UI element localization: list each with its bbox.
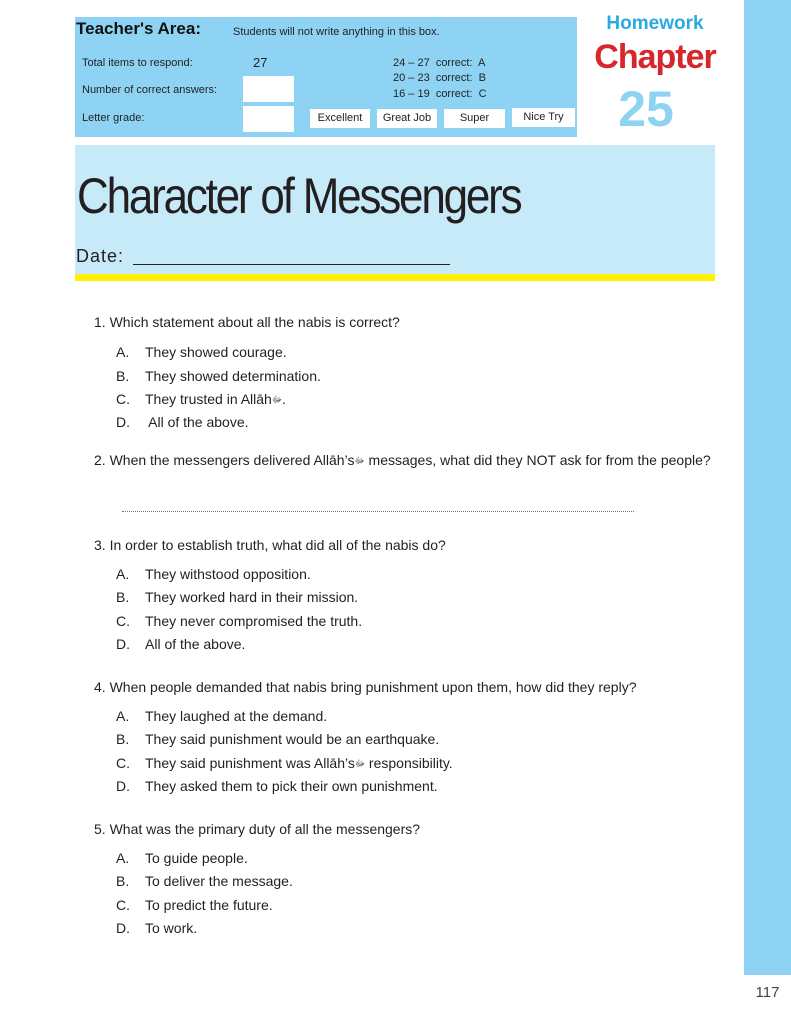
- option-text: They withstood opposition.: [145, 566, 311, 582]
- q3-option-c[interactable]: [116, 613, 362, 629]
- option-letter: D.: [116, 414, 130, 430]
- option-text: They laughed at the demand.: [145, 708, 328, 724]
- grade-scale-c: 16 – 19 correct: C: [393, 88, 487, 100]
- q5-option-c[interactable]: [116, 897, 273, 913]
- option-text: To work.: [145, 920, 198, 936]
- question-text: What was the primary duty of all the messengers?: [109, 821, 421, 837]
- question-number: 2.: [94, 452, 106, 468]
- grade-scale-b: 20 – 23 correct: B: [393, 72, 486, 84]
- yellow-divider: [75, 274, 715, 281]
- teacher-area-note: Students will not write anything in this box.: [233, 26, 440, 38]
- nice-try-button[interactable]: Nice Try: [512, 108, 575, 127]
- option-letter: C.: [116, 613, 130, 629]
- teacher-area: [75, 17, 577, 137]
- option-letter: B.: [116, 731, 130, 747]
- honorific-icon: ﷻ: [354, 455, 365, 466]
- chapter-label: Chapter: [594, 38, 716, 76]
- question-number: 3.: [94, 537, 106, 553]
- option-letter: D.: [116, 778, 130, 794]
- side-color-bar: [744, 0, 791, 975]
- page-title: Character of Messengers: [77, 168, 521, 224]
- q4-option-b[interactable]: [116, 731, 439, 747]
- page-number: 117: [755, 984, 780, 1001]
- option-letter: B.: [116, 368, 130, 384]
- question-2: [94, 452, 711, 468]
- option-letter: B.: [116, 589, 130, 605]
- option-text-end: responsibility.: [365, 755, 453, 771]
- question-text: When people demanded that nabis bring punishment upon them, how did they reply?: [109, 679, 637, 695]
- q5-option-a[interactable]: [116, 850, 248, 866]
- option-letter: A.: [116, 850, 130, 866]
- option-text: They showed determination.: [145, 368, 321, 384]
- option-text: They never compromised the truth.: [145, 613, 363, 629]
- total-items-label: Total items to respond:: [82, 57, 193, 69]
- option-text: All of the above.: [145, 636, 246, 652]
- chapter-number: 25: [618, 81, 674, 137]
- question-number: 5.: [94, 821, 106, 837]
- letter-grade-label: Letter grade:: [82, 112, 145, 124]
- question-text: When the messengers delivered Allāh’s: [109, 452, 355, 468]
- honorific-icon: ﷻ: [354, 758, 366, 769]
- honorific-icon: ﷻ: [271, 394, 283, 405]
- question-3: [94, 537, 446, 553]
- question-5: [94, 821, 420, 837]
- q1-option-b[interactable]: [116, 368, 321, 384]
- q1-option-a[interactable]: [116, 344, 287, 360]
- q4-option-c[interactable]: [116, 755, 453, 771]
- option-letter: C.: [116, 391, 130, 407]
- option-letter: C.: [116, 755, 130, 771]
- great-job-button[interactable]: Great Job: [377, 109, 437, 128]
- correct-answers-label: Number of correct answers:: [82, 84, 218, 96]
- date-label: Date:: [76, 246, 125, 266]
- date-field[interactable]: [133, 264, 450, 265]
- option-letter: A.: [116, 566, 130, 582]
- question-1: [94, 314, 400, 330]
- q4-option-a[interactable]: [116, 708, 327, 724]
- option-letter: A.: [116, 344, 130, 360]
- option-text: They asked them to pick their own punishment.: [145, 778, 438, 794]
- teacher-area-title: Teacher's Area:: [76, 19, 201, 38]
- option-text: To guide people.: [145, 850, 248, 866]
- question-4: [94, 679, 636, 695]
- excellent-button[interactable]: Excellent: [310, 109, 370, 128]
- option-text: They showed courage.: [145, 344, 287, 360]
- q3-option-b[interactable]: [116, 589, 358, 605]
- option-text-end: .: [282, 391, 286, 407]
- option-text: They worked hard in their mission.: [145, 589, 359, 605]
- letter-grade-field[interactable]: [243, 106, 294, 132]
- q4-option-d[interactable]: [116, 778, 438, 794]
- title-block: [75, 145, 715, 274]
- option-text: They said punishment was Allāh’s: [145, 755, 355, 771]
- option-letter: C.: [116, 897, 130, 913]
- q3-option-d[interactable]: [116, 636, 245, 652]
- option-text: All of the above.: [145, 414, 249, 430]
- option-text: To predict the future.: [145, 897, 273, 913]
- question-number: 4.: [94, 679, 106, 695]
- q1-option-c[interactable]: [116, 391, 286, 407]
- question-text-end: messages, what did they NOT ask for from the people?: [364, 452, 711, 468]
- q5-option-d[interactable]: [116, 920, 197, 936]
- q2-answer-line[interactable]: [122, 511, 634, 512]
- option-letter: A.: [116, 708, 130, 724]
- q5-option-b[interactable]: [116, 873, 293, 889]
- question-text: In order to establish truth, what did all of the nabis do?: [109, 537, 446, 553]
- question-number: 1.: [94, 314, 106, 330]
- option-text: To deliver the message.: [145, 873, 293, 889]
- option-text: They trusted in Allāh: [145, 391, 272, 407]
- correct-answers-field[interactable]: [243, 76, 294, 102]
- option-letter: D.: [116, 636, 130, 652]
- grade-scale-a: 24 – 27 correct: A: [393, 57, 486, 69]
- super-button[interactable]: Super: [444, 109, 505, 128]
- option-text: They said punishment would be an earthquake.: [145, 731, 440, 747]
- homework-label: Homework: [606, 13, 704, 34]
- q3-option-a[interactable]: [116, 566, 311, 582]
- total-items-value: 27: [253, 55, 268, 70]
- question-text: Which statement about all the nabis is correct?: [109, 314, 400, 330]
- q1-option-d[interactable]: [116, 414, 249, 430]
- option-letter: B.: [116, 873, 130, 889]
- option-letter: D.: [116, 920, 130, 936]
